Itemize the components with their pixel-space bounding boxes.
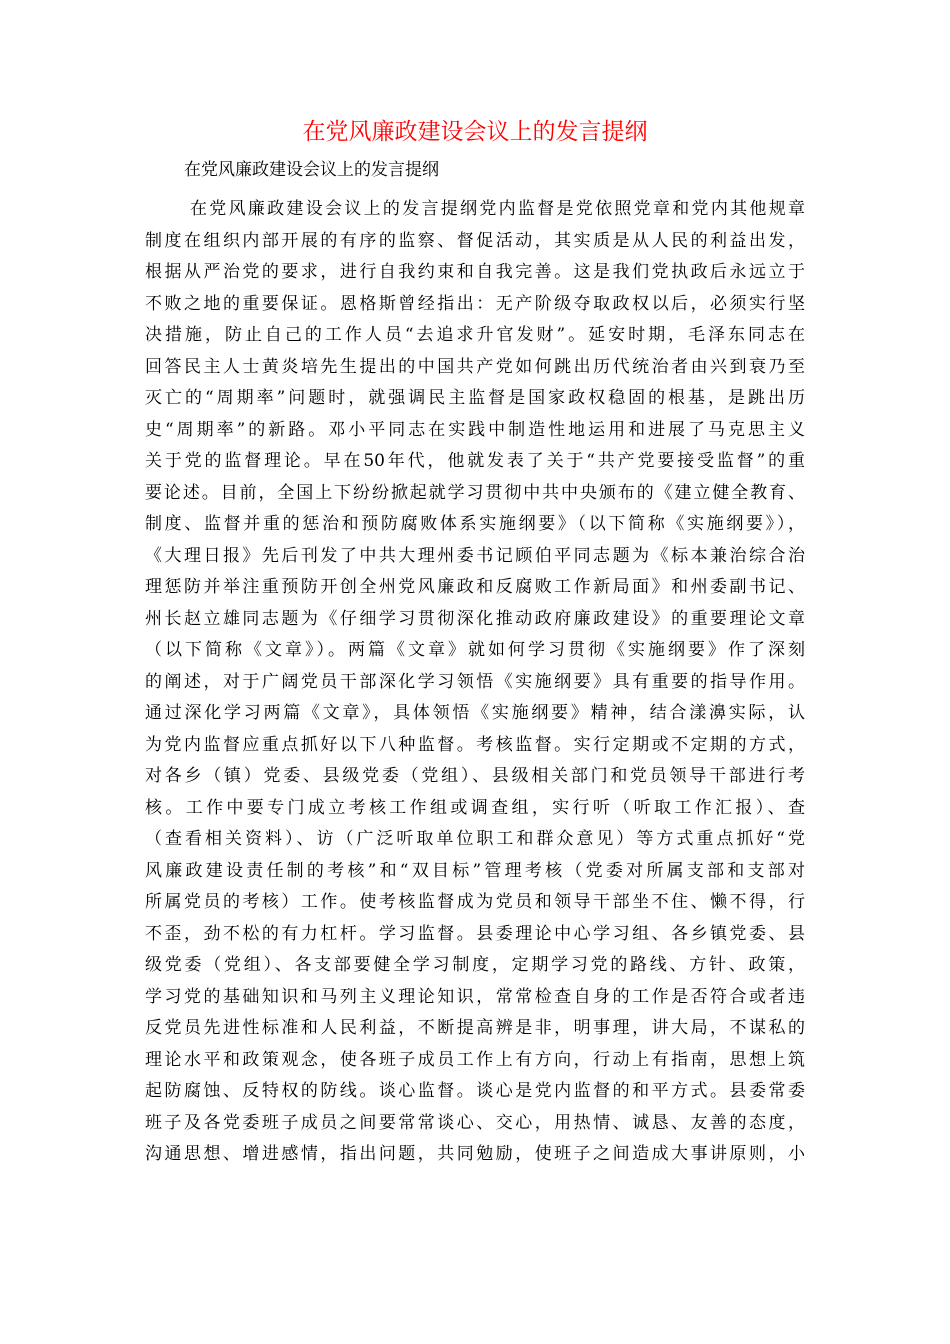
body-line: 史“周期率”的新路。邓小平同志在实践中制造性地运用和进展了马克思主义	[145, 419, 805, 440]
body-line: 州长赵立雄同志题为《仔细学习贯彻深化推动政府廉政建设》的重要理论文章	[145, 608, 805, 629]
document-subtitle: 在党风廉政建设会议上的发言提纲	[184, 160, 439, 180]
body-line: 在党风廉政建设会议上的发言提纲党内监督是党依照党章和党内其他规章	[190, 199, 805, 219]
body-line: 学习党的基础知识和马列主义理论知识，常常检查自身的工作是否符合或者违	[145, 986, 805, 1007]
body-line: 通过深化学习两篇《文章》，具体领悟《实施纲要》精神，结合漾濞实际，认	[145, 703, 805, 723]
body-line: 风廉政建设责任制的考核”和“双目标”管理考核（党委对所属支部和支部对	[145, 860, 805, 881]
body-line: 要论述。目前，全国上下纷纷掀起就学习贯彻中共中央颁布的《建立健全教育、	[145, 482, 805, 503]
body-line: 反党员先进性标准和人民利益，不断提高辨是非，明事理，讲大局，不谋私的	[145, 1018, 805, 1038]
body-line: 理论水平和政策观念，使各班子成员工作上有方向，行动上有指南，思想上筑	[145, 1049, 805, 1070]
body-line: 起防腐蚀、反特权的防线。谈心监督。谈心是党内监督的和平方式。县委常委	[145, 1081, 805, 1101]
body-line: 关于党的监督理论。早在50年代，他就发表了关于“共产党要接受监督”的重	[145, 451, 805, 471]
body-line: 灭亡的“周期率”问题时，就强调民主监督是国家政权稳固的根基，是跳出历	[145, 388, 805, 408]
body-line: 决措施，防止自己的工作人员“去追求升官发财”。延安时期，毛泽东同志在	[145, 325, 805, 345]
body-line: 的阐述，对于广阔党员干部深化学习领悟《实施纲要》具有重要的指导作用。	[145, 671, 805, 692]
body-line: 根据从严治党的要求，进行自我约束和自我完善。这是我们党执政后永远立于	[145, 262, 805, 282]
body-line: 回答民主人士黄炎培先生提出的中国共产党如何跳出历代统治者由兴到衰乃至	[145, 356, 805, 377]
document-title: 在党风廉政建设会议上的发言提纲	[302, 119, 648, 145]
body-line: 《大理日报》先后刊发了中共大理州委书记顾伯平同志题为《标本兼治综合治	[145, 545, 805, 566]
body-paragraph	[145, 194, 805, 1171]
body-line: 制度在组织内部开展的有序的监察、督促活动，其实质是从人民的利益出发，	[145, 230, 805, 251]
body-line: （查看相关资料）、访（广泛听取单位职工和群众意见）等方式重点抓好“党	[145, 829, 805, 849]
body-line: 不歪，劲不松的有力杠杆。学习监督。县委理论中心学习组、各乡镇党委、县	[145, 923, 805, 944]
body-line: 班子及各党委班子成员之间要常常谈心、交心，用热情、诚恳、友善的态度，	[145, 1112, 805, 1133]
body-line: 所属党员的考核）工作。使考核监督成为党员和领导干部坐不住、懒不得，行	[145, 892, 805, 912]
body-line: 不败之地的重要保证。恩格斯曾经指出：无产阶级夺取政权以后，必须实行坚	[145, 293, 805, 314]
body-line: 沟通思想、增进感情，指出问题，共同勉励，使班子之间造成大事讲原则，小	[145, 1144, 805, 1164]
body-line: 制度、监督并重的惩治和预防腐败体系实施纲要》（以下简称《实施纲要》），	[145, 514, 805, 534]
body-line: 为党内监督应重点抓好以下八种监督。考核监督。实行定期或不定期的方式，	[145, 734, 805, 755]
body-line: 级党委（党组）、各支部要健全学习制度，定期学习党的路线、方针、政策，	[145, 955, 805, 975]
body-line: 理惩防并举注重预防开创全州党风廉政和反腐败工作新局面》和州委副书记、	[145, 577, 805, 597]
body-line: （以下简称《文章》）。两篇《文章》就如何学习贯彻《实施纲要》作了深刻	[145, 640, 805, 660]
body-line: 核。工作中要专门成立考核工作组或调查组，实行听（听取工作汇报）、查	[145, 797, 805, 818]
body-line: 对各乡（镇）党委、县级党委（党组）、县级相关部门和党员领导干部进行考	[145, 766, 805, 786]
